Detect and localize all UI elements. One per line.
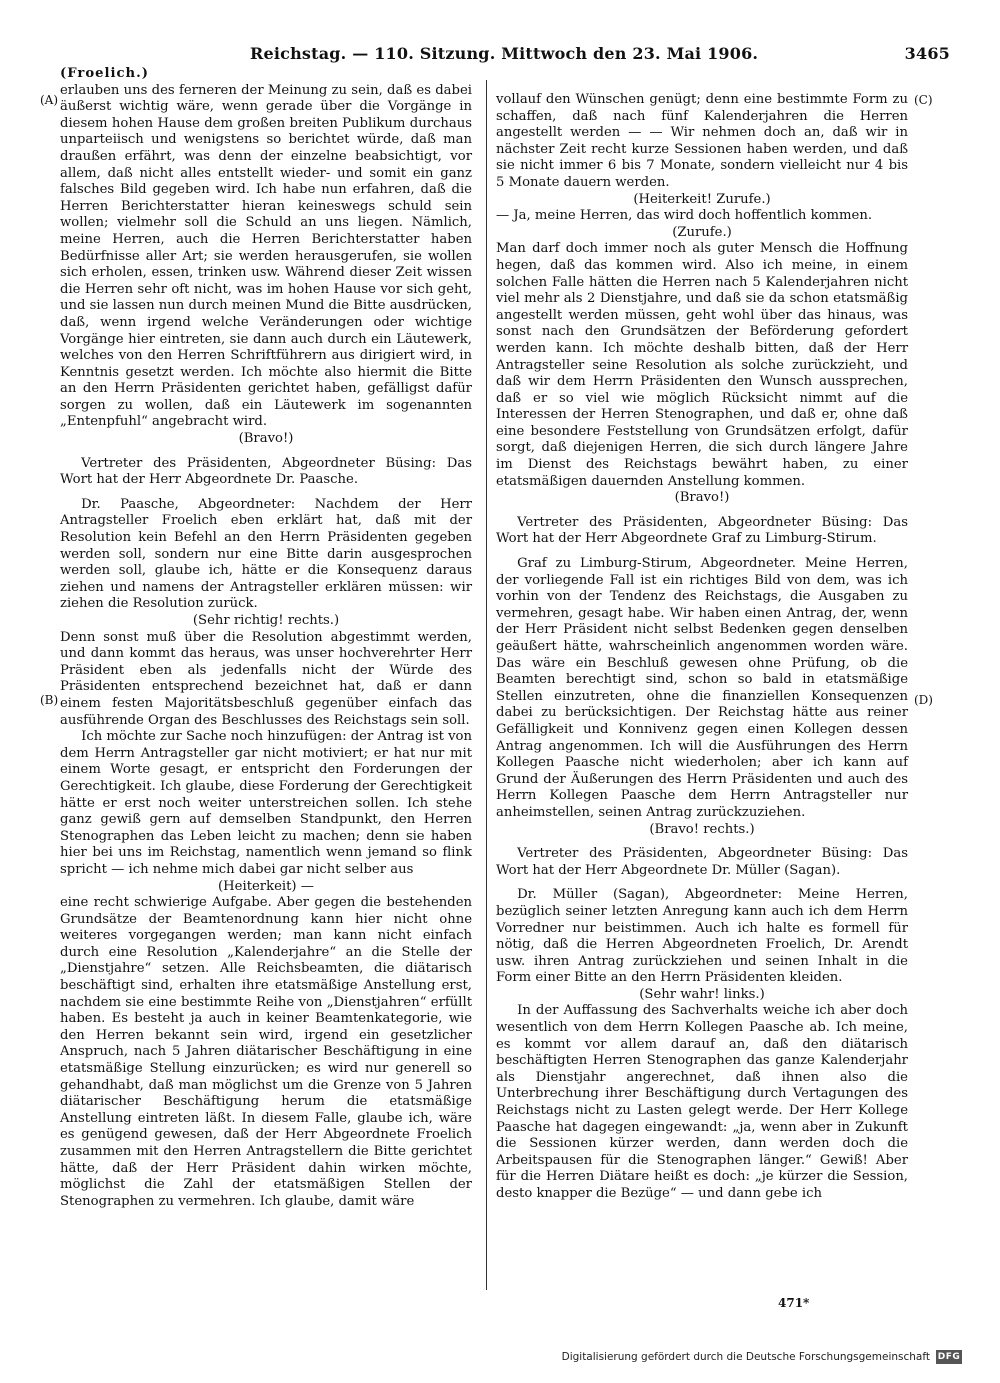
interjection: (Sehr richtig! rechts.) xyxy=(192,613,340,628)
sheet-signature: 471* xyxy=(778,1296,810,1310)
paragraph: In der Auffassung des Sachverhalts weiche ich aber doch wesentlich von dem Herrn Kollegen Paasche ab. Ich meine, es kommt vor allem darauf an, daß den diätarisch beschäftigten Herren Stenographen das ganze Kalenderjahr als Dienstjahr angerechnet, daß ihnen also die Unterbrechung ihrer Beschäftigung durch Vertagungen des Reichstags nicht zu Lasten gelegt werde. Der Herr Kollege Paasche hat dagegen eingewandt: „ja, wenn aber in Zukunft die Sessionen kürzer werden, dann werden doch die Arbeitspausen für die Stenographen länger.“ Gewiß! Aber für die Herren Diätare heißt es doch: „je kürzer die Session, desto knapper die Bezüge“ — und dann gebe ich xyxy=(496,1003,908,1201)
paragraph: Dr. Paasche, Abgeordneter: Nachdem der Herr Antragsteller Froelich eben erklärt hat, daß mit der Resolution kein Befehl an den Herrn Präsidenten gegeben werden soll, sondern nur eine Bitte darin ausgesprochen werden soll, glaube ich, hätte er die Konsequenz daraus ziehen und namens der Antragsteller erklären müssen: wir ziehen die Resolution zurück. xyxy=(60,496,472,612)
paragraph: Man darf doch immer noch als guter Mensch die Hoffnung hegen, daß das kommen wird. Also ich meine, in einem solchen Falle hätten die Herren nach 5 Kalenderjahren nicht viel mehr als 2 Dienstjahre, und daß sie da schon etatsmäßig angestellt werden müssen, geht wohl über das hinaus, was sonst nach den Grundsätzen der Beförderung gefordert werden kann. Ich möchte deshalb bitten, daß der Herr Antragsteller seine Resolution als solche zurückzieht, und daß wir dem Herrn Präsidenten den Wunsch aussprechen, daß er so viel wie möglich Rücksicht nimmt auf die Interessen der Herren Stenographen, und daß er, ohne daß eine besondere Feststellung von Grundsätzen erfolgt, dafür sorgt, daß diejenigen Herren, die sich durch längere Jahre im Dienst des Reichstags bewährt haben, zu einer etatsmäßigen dauernden Anstellung kommen. xyxy=(496,241,908,489)
interjection: (Bravo! rechts.) xyxy=(649,821,755,837)
paragraph: eine recht schwierige Aufgabe. Aber gegen die bestehenden Grundsätze der Beamtenordnung kann hier nicht ohne weiteres vorgegangen werden; man kann nicht einfach durch eine Resolution „Kalenderjahre“ an die Stelle der „Dienstjahre“ setzen. Alle Reichsbeamten, die diätarisch beschäftigt sind, erhalten ihre etatsmäßige Anstellung erst, nachdem sie eine bestimmte Reihe von „Dienstjahren“ erfüllt haben. Es besteht ja auch in keiner Beamtenkategorie, wie den Herren bekannt sein wird, irgend ein gesetzlicher Anspruch, nach 5 Jahren diätarischer Beschäftigung in eine etatsmäßige Stellung einzurücken; es wird nur generell so gehandhabt, daß man möglichst um die Grenze von 5 Jahren diätarischer Beschäftigung herum die etatsmäßige Anstellung eintreten läßt. In diesem Falle, glaube ich, wäre es genügend gewesen, daß der Herr Abgeordnete Froelich zusammen mit den Herren Antragstellern die Bitte gerichtet hätte, daß der Herr Präsident dahin wirken möchte, möglichst die Zahl der etatsmäßigen Stellen der Stenographen zu vermehren. Ich glaube, damit wäre xyxy=(60,895,472,1209)
paragraph: Denn sonst muß über die Resolution abgestimmt werden, und dann kommt das heraus, was unser hochverehrter Herr Präsident eben als jedenfalls nicht der Würde des Präsidenten entsprechend bezeichnet hat, daß er dann einem festen Majoritätsbeschluß gegenüber einfach das ausführende Organ des Beschlusses des Reichstags sein soll. xyxy=(60,629,472,728)
digitization-credit xyxy=(562,1350,962,1364)
interjection: (Heiterkeit! Zurufe.) xyxy=(633,191,771,207)
credit-text: Digitalisierung gefördert durch die Deutsche Forschungsgemeinschaft xyxy=(561,1351,930,1363)
interjection: (Bravo!) xyxy=(674,490,730,506)
page-number: 3465 xyxy=(904,44,950,63)
interjection: (Sehr wahr! links.) xyxy=(639,986,765,1002)
paragraph: Ich möchte zur Sache noch hinzufügen: der Antrag ist von dem Herrn Antragsteller gar nicht motiviert; er hat nur mit einem Worte gesagt, er entspricht den Forderungen der Gerechtigkeit. Ich glaube, diese Forderung der Gerechtigkeit hätte er erst noch weiter unterstreichen sollen. Ich stehe ganz gewiß gern auf demselben Standpunkt, den Herren Stenographen das Leben leicht zu machen; denn sie haben hier bei uns im Reichstag, namentlich wenn jemand so flink spricht — ich nehme mich dabei gar nicht selber aus xyxy=(60,729,472,877)
paragraph: Graf zu Limburg-Stirum, Abgeordneter. Meine Herren, der vorliegende Fall ist ein richtiges Bild von dem, was ich vorhin von der Tendenz des Reichstags, die Ausgaben zu vermehren, gesagt habe. Wir haben einen Antrag, der, wenn der Herr Präsident nicht selbst Bedenken gegen denselben geäußert hätte, wahrscheinlich angenommen worden wäre. Das wäre ein Beschluß gewesen ohne Prüfung, ob die Beamten berechtigt sind, schon so bald in etatsmäßige Stellen einzutreten, ohne die finanziellen Konsequenzen dabei zu berücksichtigen. Der Reichstag hätte aus reiner Gefälligkeit und Konnivenz gegen einen Kollegen dessen Antrag angenommen. Ich will die Ausführungen des Herrn Kollegen Paasche nicht wiederholen; aber ich kann auf Grund der Äußerungen des Herrn Präsidenten und auch des Herrn Kollegen Paasche dem Herrn Antragsteller nur anheimstellen, seinen Antrag zurückzuziehen. xyxy=(496,556,908,820)
interjection: (Bravo!) xyxy=(238,431,294,447)
running-title: Reichstag. — 110. Sitzung. Mittwoch den 23. Mai 1906. xyxy=(250,44,759,63)
chair-announcement: Vertreter des Präsidenten, Abgeordneter Büsing: Das Wort hat der Herr Abgeordnete Dr. Müller (Sagan). xyxy=(496,846,908,878)
left-column xyxy=(60,66,472,1210)
margin-marker-a: (A) xyxy=(40,93,59,107)
paragraph: vollauf den Wünschen genügt; denn eine bestimmte Form zu schaffen, daß nach fünf Kalenderjahren die Herren angestellt werden — — Wir nehmen doch an, daß wir in nächster Zeit recht kurze Sessionen haben werden, und daß sie nicht immer 6 bis 7 Monate, sondern vielleicht nur 4 bis 5 Monate dauern werden. xyxy=(496,92,908,190)
speaker-tag: (Froelich.) xyxy=(60,66,149,81)
right-column xyxy=(496,92,908,1203)
margin-marker-d: (D) xyxy=(914,693,933,707)
dfg-logo: DFG xyxy=(937,1352,961,1362)
margin-marker-b: (B) xyxy=(40,693,59,707)
paragraph: — Ja, meine Herren, das wird doch hoffentlich kommen. xyxy=(496,208,873,224)
paragraph: Dr. Müller (Sagan), Abgeordneter: Meine Herren, bezüglich seiner letzten Anregung kann auch ich dem Herrn Vorredner nur beistimmen. Auch ich halte es formell für nötig, daß die Herren Abgeordneten Froelich, Dr. Arendt usw. ihren Antrag zurückziehen und seinen Inhalt in die Form einer Bitte an den Herrn Präsidenten kleiden. xyxy=(496,887,908,986)
margin-marker-c: (C) xyxy=(914,93,933,107)
interjection: (Heiterkeit) — xyxy=(218,878,314,894)
chair-announcement: Vertreter des Präsidenten, Abgeordneter Büsing: Das Wort hat der Herr Abgeordnete Dr. Paasche. xyxy=(60,455,472,488)
chair-announcement: Vertreter des Präsidenten, Abgeordneter Büsing: Das Wort hat der Herr Abgeordnete Graf zu Limburg-Stirum. xyxy=(496,514,908,547)
column-divider xyxy=(486,80,487,1290)
interjection: (Zurufe.) xyxy=(672,224,732,240)
paragraph: erlauben uns des ferneren der Meinung zu sein, daß es dabei äußerst wichtig wäre, wenn gerade über die Vorgänge in diesem hohen Hause dem großen breiten Publikum durchaus unparteiisch und wenigstens so berichtet würde, daß man draußen erfährt, was denn der einzelne beabsichtigt, vor allem, daß nicht alles entstellt wieder- und somit ein ganz falsches Bild gegeben wird. Ich habe nun erfahren, daß die Herren Berichterstatter hieran keineswegs schuld sein wollen; vielmehr soll die Schuld an uns liegen. Nämlich, meine Herren, auch die Herren Berichterstatter haben Bedürfnisse aller Art; sie werden herausgerufen, sie wollen sich erholen, essen, trinken usw. Während dieser Zeit wissen die Herren sehr oft nicht, was im hohen Hause vor sich geht, und sie lassen nun durch meinen Mund die Bitte ausdrücken, daß, wenn irgend welche Veränderungen oder wichtige Vorgänge hier eintreten, sie dann auch durch ein Läutewerk, welches von den Herren Schriftführern aus dirigiert wird, in Kenntnis gesetzt werden. Ich möchte also hiermit die Bitte an den Herrn Präsidenten gerichtet haben, gefälligst dafür sorgen zu wollen, daß ein Läutewerk im sogenannten „Entenpfuhl“ angebracht wird. xyxy=(60,82,472,430)
